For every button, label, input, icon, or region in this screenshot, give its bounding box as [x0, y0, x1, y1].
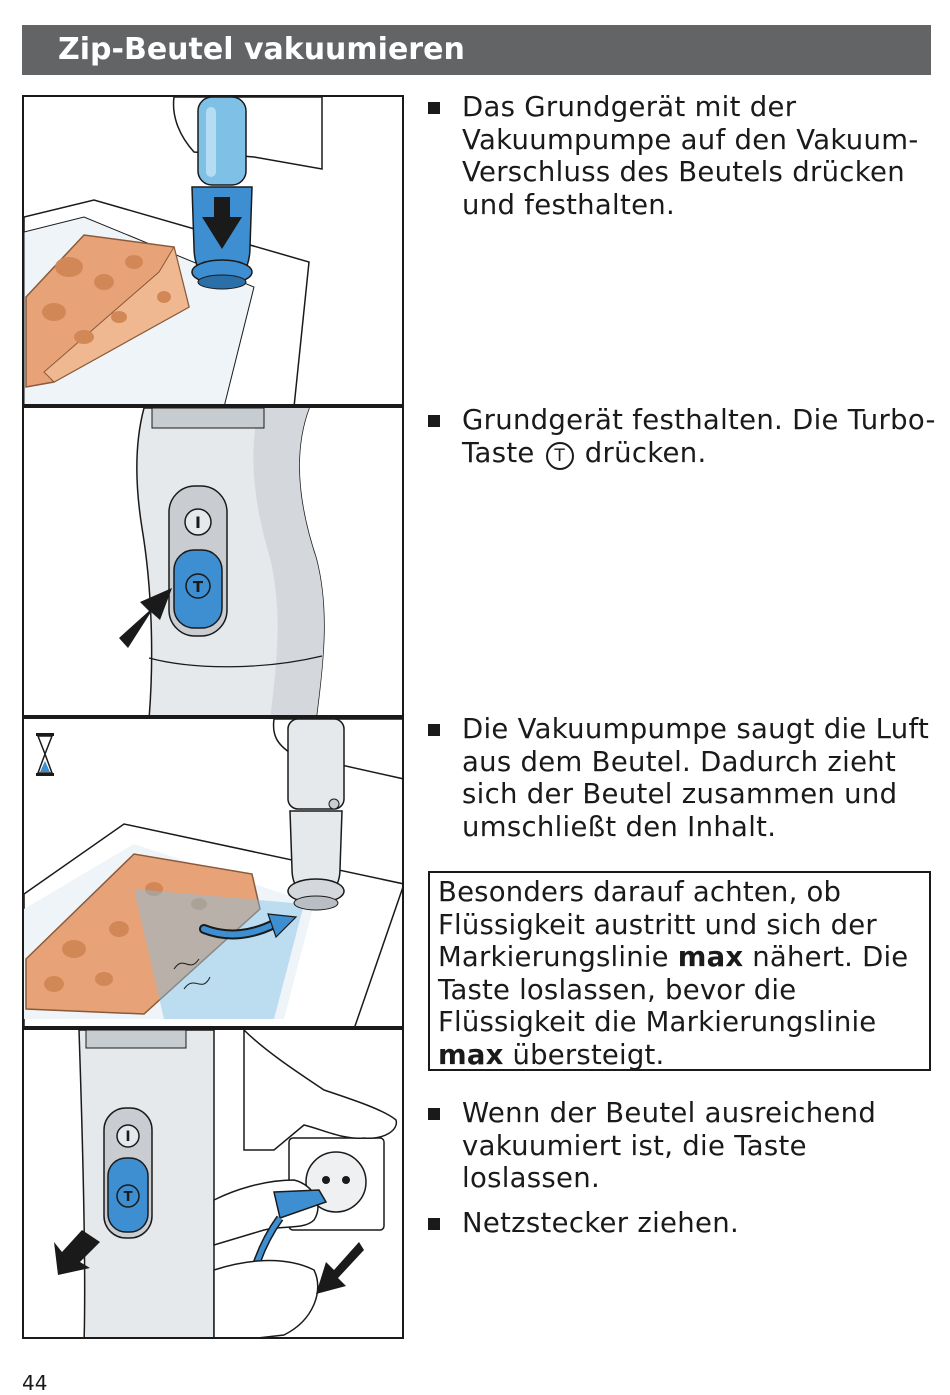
step-2-text-after: drücken.	[584, 436, 707, 469]
step-1	[428, 91, 938, 221]
notice-max-2: max	[438, 1038, 504, 1071]
hourglass-icon	[36, 733, 54, 776]
button-turbo-label: T	[192, 578, 204, 596]
bullet-square-icon	[428, 1218, 440, 1230]
step-4-text: Wenn der Beutel ausreichend vakuumiert ist, die Taste loslassen.	[462, 1097, 877, 1194]
bullet-square-icon	[428, 102, 440, 114]
figure-press-pump-illustration	[24, 97, 404, 406]
warning-notice	[428, 871, 931, 1071]
notice-part-3: übersteigt.	[512, 1038, 665, 1071]
button-turbo-label-2: T	[123, 1190, 133, 1205]
notice-max-1: max	[677, 941, 744, 973]
arrow-unplug-icon	[316, 1242, 364, 1294]
section-header	[22, 25, 931, 75]
button-on-label-2: I	[125, 1129, 131, 1145]
step-5-text: Netzstecker ziehen.	[462, 1207, 739, 1239]
bullet-square-icon	[428, 415, 440, 427]
bullet-square-icon	[428, 1108, 440, 1120]
step-3-text: Die Vakuumpumpe saugt die Luft aus dem Beutel. Dadurch zieht sich der Beutel zusammen und umschließt den Inhalt.	[462, 713, 930, 843]
page-number: 44	[22, 1371, 48, 1395]
notice-part-1: Besonders darauf achten, ob Flüssigkeit austritt und sich der Markierungslinie	[438, 876, 877, 973]
bullet-square-icon	[428, 724, 440, 736]
figure-release-unplug-illustration	[24, 1030, 404, 1339]
figure-press-pump	[22, 95, 404, 406]
section-title: Zip-Beutel vakuumieren	[58, 32, 465, 67]
figure-press-turbo	[22, 406, 404, 717]
button-on-label: I	[195, 513, 201, 532]
step-2-text-before: Grundgerät festhalten. Die Turbo-Taste	[462, 404, 936, 469]
step-2-text	[462, 404, 938, 470]
step-1-text: Das Grundgerät mit der Vakuumpumpe auf den Vakuum-Verschluss des Beutels drücken und festhalten.	[462, 91, 919, 221]
step-5	[428, 1207, 938, 1240]
step-2	[428, 404, 938, 470]
figure-vacuum-bag	[22, 717, 404, 1028]
figure-vacuum-bag-illustration	[24, 719, 404, 1028]
step-4	[428, 1097, 938, 1195]
turbo-button-icon: T	[546, 442, 574, 470]
notice-part-2: nähert. Die Taste loslassen, bevor die Flüssigkeit die Markierungslinie	[438, 941, 909, 1038]
figure-press-turbo-illustration	[24, 408, 404, 717]
figure-release-unplug	[22, 1028, 404, 1339]
step-3	[428, 713, 938, 843]
